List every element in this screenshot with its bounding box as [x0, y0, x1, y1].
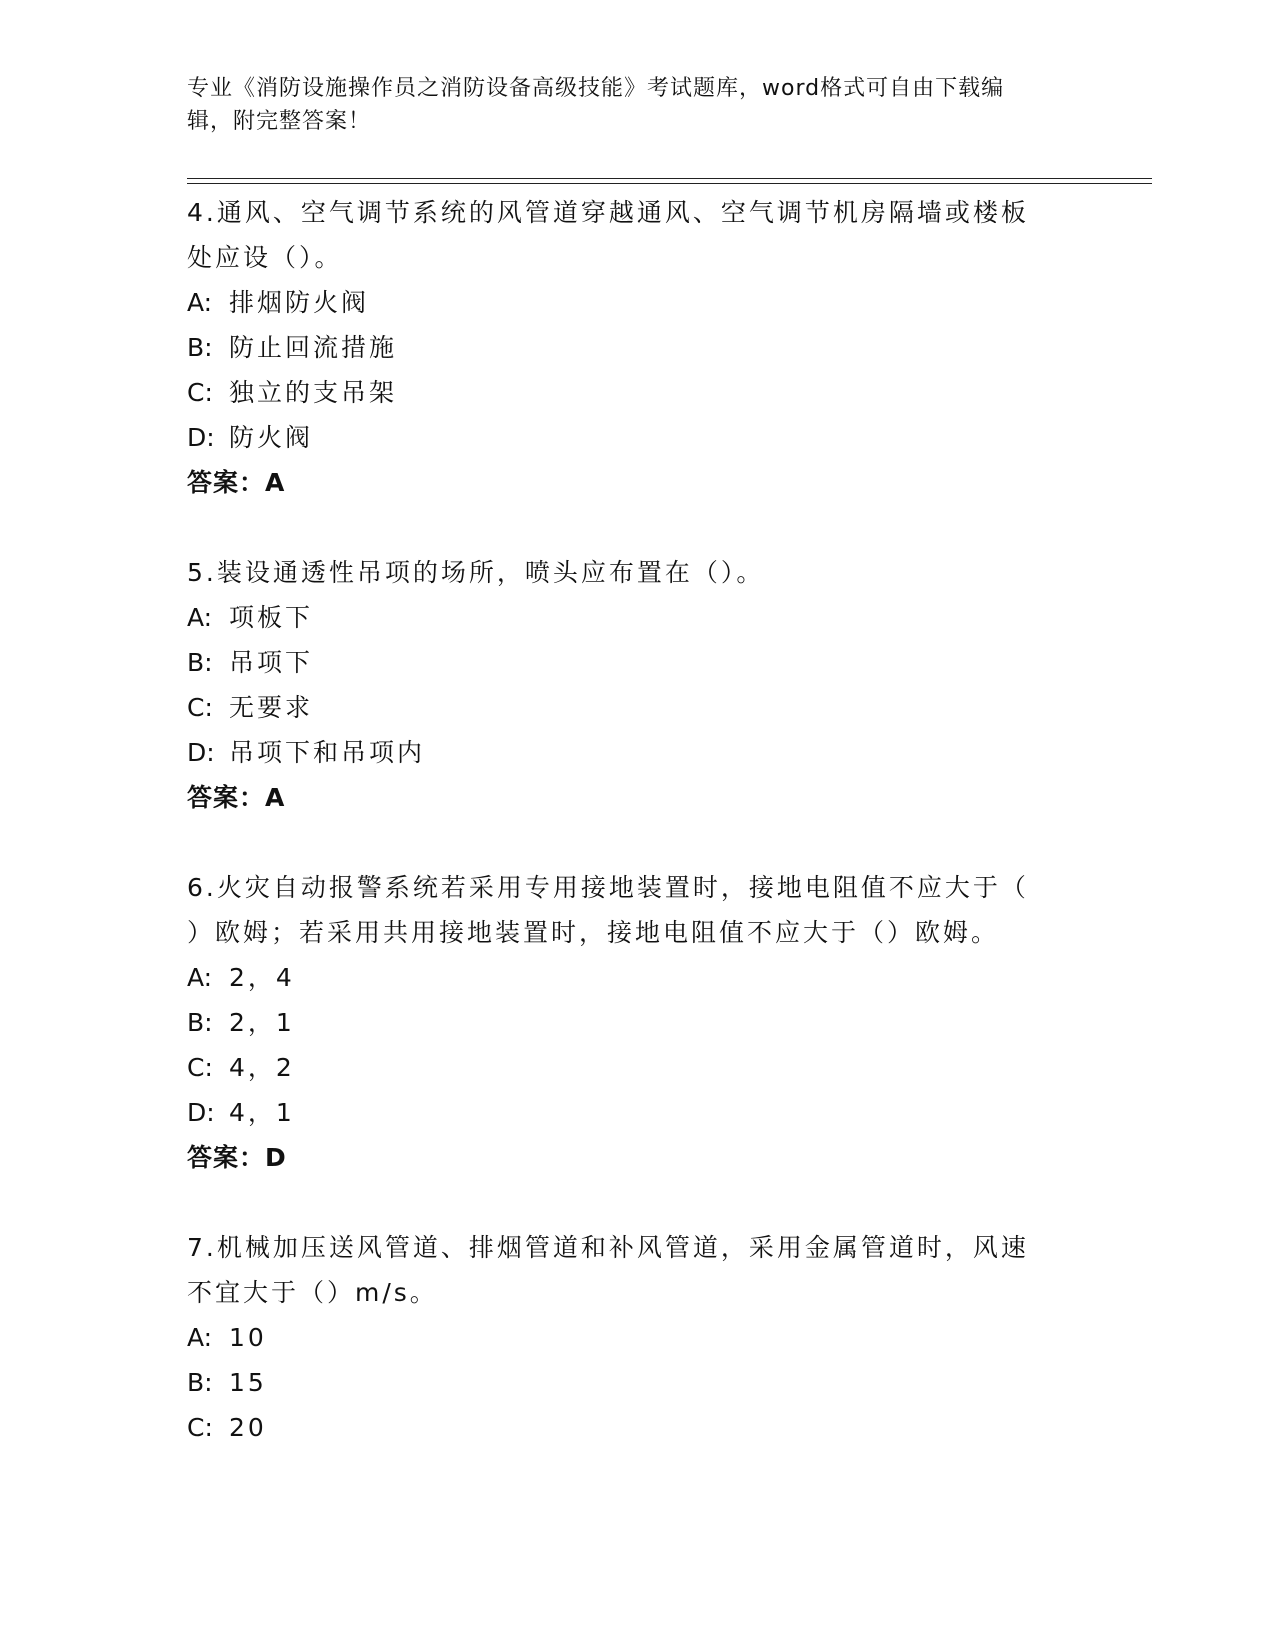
option-letter: B: — [187, 1008, 213, 1037]
option-letter: C: — [187, 1053, 213, 1082]
question-text-line-1: 4.通风、空气调节系统的风管道穿越通风、空气调节机房隔墙或楼板 — [187, 198, 1029, 227]
option-c — [187, 1405, 1087, 1450]
option-letter: C: — [187, 378, 213, 407]
option-b — [187, 1000, 1087, 1045]
question-text — [187, 1225, 1067, 1315]
question-text-line-1: 6.火灾自动报警系统若采用专用接地装置时，接地电阻值不应大于（ — [187, 873, 1029, 902]
option-text: 防火阀 — [229, 423, 314, 452]
answer-label: 答案：D — [187, 1143, 287, 1172]
option-c — [187, 370, 1087, 415]
option-text: 20 — [229, 1413, 267, 1442]
question-5 — [187, 550, 1087, 820]
option-a — [187, 1315, 1087, 1360]
option-text: 独立的支吊架 — [229, 378, 398, 407]
question-text-line-1: 7.机械加压送风管道、排烟管道和补风管道，采用金属管道时，风速 — [187, 1233, 1029, 1262]
option-c — [187, 1045, 1087, 1090]
question-4 — [187, 190, 1087, 505]
option-d — [187, 415, 1087, 460]
question-list — [187, 190, 1087, 1450]
option-text: 项板下 — [229, 603, 314, 632]
option-text: 防止回流措施 — [229, 333, 398, 362]
option-text: 排烟防火阀 — [229, 288, 370, 317]
spacer — [187, 820, 1087, 865]
question-6 — [187, 865, 1087, 1180]
question-text-line-2: ）欧姆；若采用共用接地装置时，接地电阻值不应大于（）欧姆。 — [187, 918, 1000, 947]
option-text: 无要求 — [229, 693, 314, 722]
option-letter: A: — [187, 288, 213, 317]
header-line-1: 专业《消防设施操作员之消防设备高级技能》考试题库，word格式可自由下载编 — [187, 76, 1005, 101]
question-text — [187, 550, 1067, 595]
header-divider-bottom — [187, 183, 1152, 184]
option-text: 10 — [229, 1323, 267, 1352]
option-letter: A: — [187, 1323, 213, 1352]
option-letter: B: — [187, 333, 213, 362]
spacer — [187, 505, 1087, 550]
question-text — [187, 865, 1067, 955]
option-a — [187, 280, 1087, 325]
option-d — [187, 730, 1087, 775]
option-text: 2，4 — [229, 963, 295, 992]
question-text-line-2: 处应设（）。 — [187, 243, 343, 272]
spacer — [187, 1180, 1087, 1225]
option-letter: A: — [187, 603, 213, 632]
option-letter: C: — [187, 1413, 213, 1442]
option-text: 吊项下 — [229, 648, 314, 677]
option-b — [187, 640, 1087, 685]
option-letter: D: — [187, 738, 215, 767]
option-d — [187, 1090, 1087, 1135]
question-7 — [187, 1225, 1087, 1450]
question-text-line-2: 不宜大于（）m/s。 — [187, 1278, 438, 1307]
header-divider-top — [187, 178, 1152, 179]
question-text-line-1: 5.装设通透性吊项的场所，喷头应布置在（）。 — [187, 558, 765, 587]
option-text: 4，1 — [229, 1098, 295, 1127]
option-text: 吊项下和吊项内 — [229, 738, 426, 767]
option-c — [187, 685, 1087, 730]
header-line-2: 辑，附完整答案！ — [187, 109, 372, 134]
option-letter: D: — [187, 1098, 215, 1127]
option-text: 15 — [229, 1368, 267, 1397]
option-text: 2，1 — [229, 1008, 295, 1037]
answer-label: 答案：A — [187, 468, 286, 497]
option-letter: D: — [187, 423, 215, 452]
option-letter: B: — [187, 648, 213, 677]
option-a — [187, 595, 1087, 640]
option-letter: C: — [187, 693, 213, 722]
option-a — [187, 955, 1087, 1000]
option-letter: B: — [187, 1368, 213, 1397]
option-text: 4，2 — [229, 1053, 295, 1082]
question-text — [187, 190, 1067, 280]
document-header — [187, 72, 1067, 138]
option-b — [187, 1360, 1087, 1405]
option-b — [187, 325, 1087, 370]
answer-label: 答案：A — [187, 783, 286, 812]
option-letter: A: — [187, 963, 213, 992]
